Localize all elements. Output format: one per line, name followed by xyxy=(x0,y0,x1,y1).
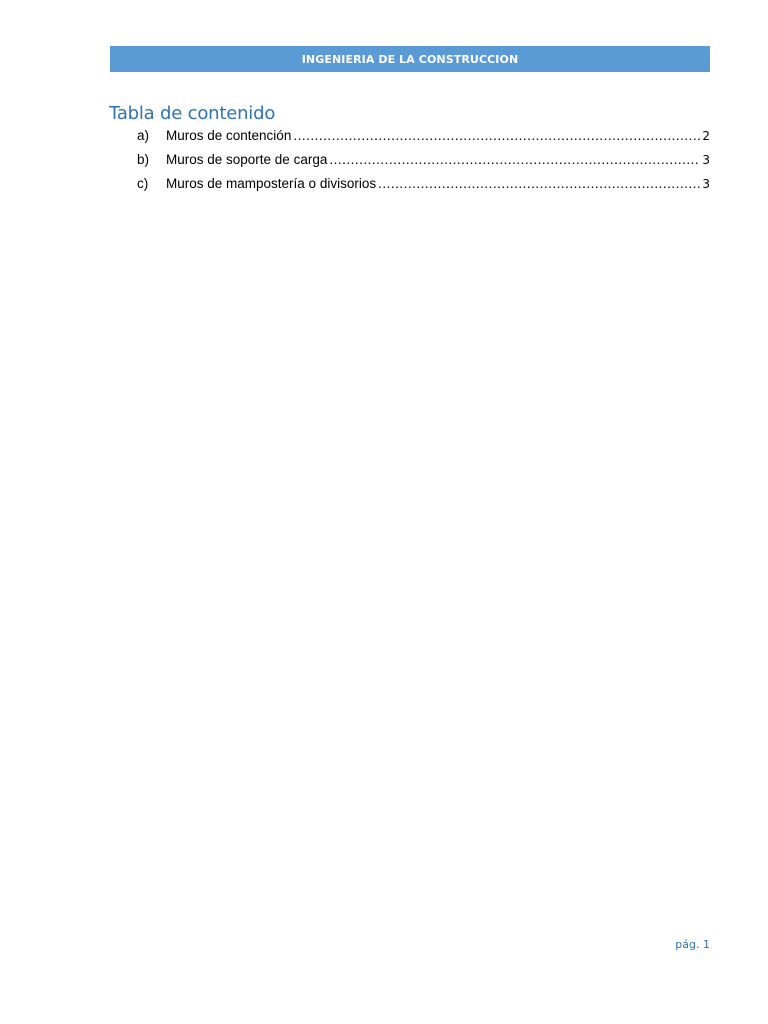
toc-dot-leader xyxy=(293,128,700,143)
table-of-contents xyxy=(137,128,710,200)
toc-dot-leader xyxy=(378,176,700,191)
toc-entry[interactable] xyxy=(137,128,710,152)
page-header-band xyxy=(110,46,710,72)
toc-heading: Tabla de contenido xyxy=(109,103,276,124)
toc-entry-marker: c) xyxy=(137,176,149,191)
header-title: INGENIERIA DE LA CONSTRUCCION xyxy=(301,52,519,66)
footer-page-number: pág. 1 xyxy=(675,938,710,951)
toc-entry-page[interactable]: 3 xyxy=(702,153,710,167)
toc-entry-text[interactable]: Muros de soporte de carga xyxy=(166,152,328,167)
toc-entry-marker: a) xyxy=(137,128,150,143)
toc-entry-marker: b) xyxy=(137,152,150,167)
toc-entry-text[interactable]: Muros de contención xyxy=(166,128,292,143)
toc-entry-text[interactable]: Muros de mampostería o divisorios xyxy=(166,176,377,191)
toc-entry[interactable] xyxy=(137,152,710,176)
toc-dot-leader xyxy=(329,152,700,167)
toc-entry[interactable] xyxy=(137,176,710,200)
toc-entry-page[interactable]: 2 xyxy=(702,129,710,143)
toc-entry-page[interactable]: 3 xyxy=(702,177,710,191)
